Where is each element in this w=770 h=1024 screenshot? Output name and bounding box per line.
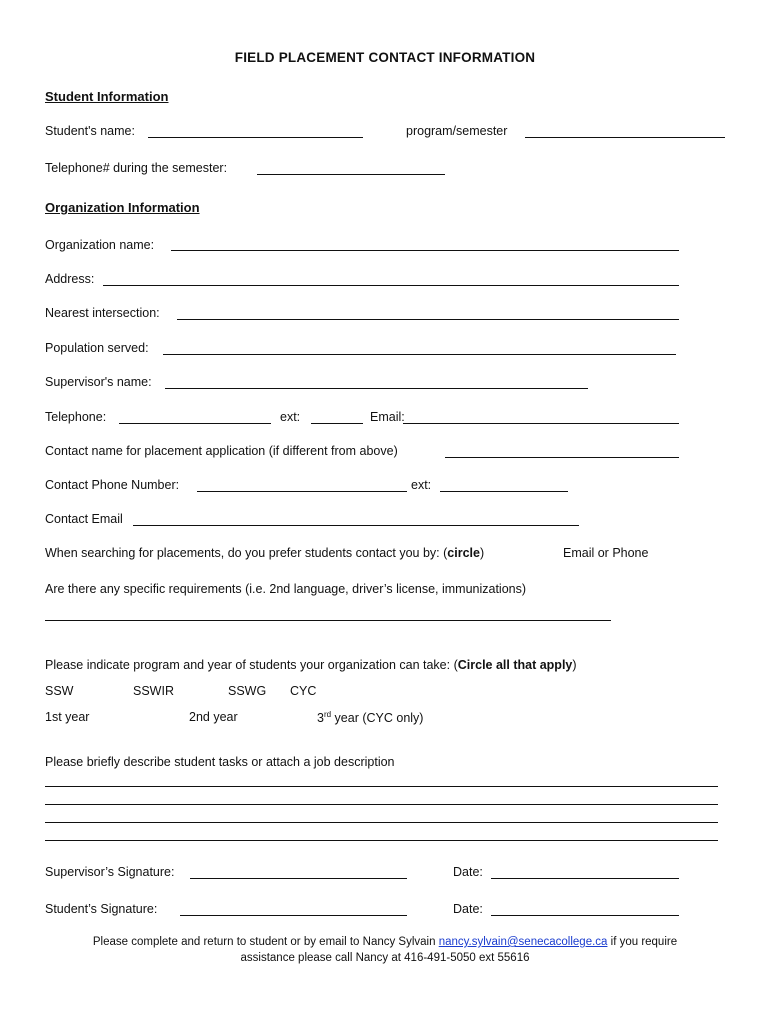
tasks-prompt: Please briefly describe student tasks or attach a job description <box>45 755 395 769</box>
student-signature-field[interactable] <box>180 915 407 916</box>
tasks-line-4[interactable] <box>45 840 718 841</box>
email-field[interactable] <box>403 423 679 424</box>
year-option-2[interactable]: 2nd year <box>189 710 238 724</box>
year-option-3[interactable] <box>317 710 423 725</box>
org-section-heading: Organization Information <box>45 200 200 215</box>
intersection-field[interactable] <box>177 319 679 320</box>
program-prompt: Please indicate program and year of students your organization can take: ( <box>45 658 458 672</box>
address-label: Address: <box>45 272 95 286</box>
program-year-question <box>45 658 577 672</box>
prefer-label: When searching for placements, do you prefer students contact you by: ( <box>45 546 448 560</box>
contact-phone-label: Contact Phone Number: <box>45 478 180 492</box>
student-name-label: Student's name: <box>45 124 135 138</box>
supervisor-date-label: Date: <box>453 865 483 879</box>
requirements-field[interactable] <box>45 620 611 621</box>
contact-ext-field[interactable] <box>440 491 568 492</box>
contact-name-field[interactable] <box>445 457 679 458</box>
form-title: FIELD PLACEMENT CONTACT INFORMATION <box>234 50 536 65</box>
ext-field[interactable] <box>311 423 363 424</box>
footer-text-post: if you require <box>607 936 678 948</box>
student-phone-field[interactable] <box>257 174 445 175</box>
program-prompt-close: ) <box>572 658 577 672</box>
student-date-label: Date: <box>453 902 483 916</box>
tasks-line-2[interactable] <box>45 804 718 805</box>
telephone-label: Telephone: <box>45 410 107 424</box>
program-option-sswir[interactable]: SSWIR <box>133 684 174 698</box>
program-option-cyc[interactable]: CYC <box>290 684 317 698</box>
address-field[interactable] <box>103 285 679 286</box>
tasks-line-3[interactable] <box>45 822 718 823</box>
prefer-close: ) <box>479 546 485 560</box>
year3-suffix: rd <box>323 710 332 719</box>
ext-label: ext: <box>280 410 301 424</box>
contact-ext-label: ext: <box>411 478 432 492</box>
supervisor-name-label: Supervisor's name: <box>45 375 152 389</box>
program-prompt-bold: Circle all that apply <box>457 658 573 672</box>
student-signature-label: Student’s Signature: <box>45 902 158 916</box>
contact-name-label: Contact name for placement application (if different from above) <box>45 444 398 458</box>
contact-email-label: Contact Email <box>45 512 123 526</box>
org-name-field[interactable] <box>171 250 679 251</box>
footer-line-1 <box>0 936 770 948</box>
intersection-label: Nearest intersection: <box>45 306 160 320</box>
program-option-ssw[interactable]: SSW <box>45 684 74 698</box>
year-option-1[interactable]: 1st year <box>45 710 90 724</box>
email-label: Email: <box>370 410 405 424</box>
contact-preference-options[interactable]: Email or Phone <box>563 546 649 560</box>
footer-text-pre: Please complete and return to student or by email to Nancy Sylvain <box>92 936 439 948</box>
prefer-circle-text: circle <box>447 546 480 560</box>
program-semester-label: program/semester <box>406 124 508 138</box>
contact-preference-question <box>45 546 484 560</box>
supervisor-date-field[interactable] <box>491 878 679 879</box>
student-date-field[interactable] <box>491 915 679 916</box>
footer-line-2: assistance please call Nancy at 416-491-5050 ext 55616 <box>240 952 530 964</box>
contact-email-field[interactable] <box>133 525 579 526</box>
requirements-label: Are there any specific requirements (i.e. 2nd language, driver’s license, immunizations) <box>45 582 527 596</box>
tasks-line-1[interactable] <box>45 786 718 787</box>
student-name-field[interactable] <box>148 137 363 138</box>
population-label: Population served: <box>45 341 149 355</box>
org-name-label: Organization name: <box>45 238 155 252</box>
telephone-field[interactable] <box>119 423 271 424</box>
program-semester-field[interactable] <box>525 137 725 138</box>
student-section-heading: Student Information <box>45 89 169 104</box>
supervisor-signature-label: Supervisor’s Signature: <box>45 865 175 879</box>
student-phone-label: Telephone# during the semester: <box>45 161 228 175</box>
program-option-sswg[interactable]: SSWG <box>228 684 267 698</box>
footer-email-link[interactable]: nancy.sylvain@senecacollege.ca <box>438 936 608 948</box>
contact-phone-field[interactable] <box>197 491 407 492</box>
population-field[interactable] <box>163 354 676 355</box>
supervisor-name-field[interactable] <box>165 388 588 389</box>
year3-number: 3 <box>317 711 324 726</box>
supervisor-signature-field[interactable] <box>190 878 407 879</box>
year3-rest: year (CYC only) <box>331 711 424 726</box>
